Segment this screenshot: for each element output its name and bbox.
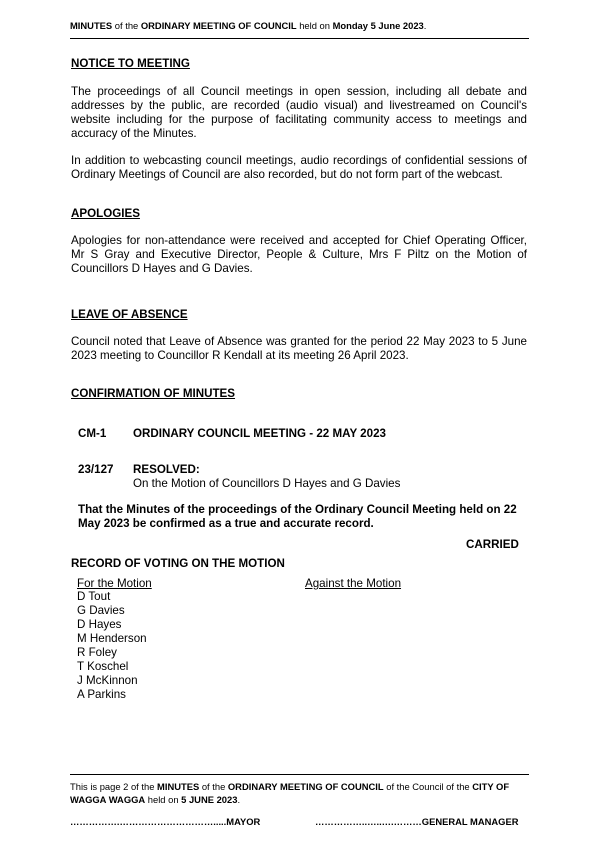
- footer-of-council: of the Council of the: [383, 781, 473, 792]
- footer-minutes: MINUTES: [157, 781, 200, 792]
- voter-for-item: T Koschel: [77, 660, 129, 673]
- footer-held-on: held on: [145, 794, 182, 805]
- header-minutes: MINUTES: [70, 20, 113, 31]
- resolution-text: That the Minutes of the proceedings of the Ordinary Council Meeting held on 22 May 2023 be confirmed as a true and accurate record.: [78, 503, 517, 530]
- notice-paragraph-1: The proceedings of all Council meetings in open session, including all debate and addresses by the public, are recorded (audio visual) and livestreamed on Council's website including for the purpose of facilitating community access to meetings and accuracy of the Minutes.: [71, 85, 527, 140]
- header-divider: [70, 38, 529, 39]
- voter-for-item: R Foley: [77, 646, 117, 659]
- header-meeting-name: ORDINARY MEETING OF COUNCIL: [140, 20, 297, 31]
- footer-city: CITY OF WAGGA WAGGA: [70, 781, 510, 805]
- voting-heading: RECORD OF VOTING ON THE MOTION: [71, 557, 285, 570]
- notice-paragraph-2: In addition to webcasting council meetings, audio recordings of confidential sessions of Ordinary Meetings of Council are also recorded, but do not form part of the webcast.: [71, 154, 527, 181]
- voter-for-item: A Parkins: [77, 688, 126, 701]
- page-footer: [70, 780, 530, 806]
- footer-of-the: of the: [199, 781, 228, 792]
- leave-text: Council noted that Leave of Absence was granted for the period 22 May 2023 to 5 June 2023 meeting to Councillor R Kendall at its meeting 26 April 2023.: [71, 335, 527, 362]
- voter-for-item: D Tout: [77, 590, 111, 603]
- leave-heading: LEAVE OF ABSENCE: [71, 308, 188, 321]
- header-held-on: held on: [296, 20, 333, 31]
- mayor-signature-line: …………….………………………….....MAYOR: [70, 816, 261, 827]
- confirmation-heading: CONFIRMATION OF MINUTES: [71, 387, 236, 400]
- voter-for-item: G Davies: [77, 604, 125, 617]
- for-motion-list: [77, 590, 147, 702]
- notice-heading: NOTICE TO MEETING: [71, 57, 190, 70]
- header-of-the: of the: [112, 20, 141, 31]
- voter-for-item: D Hayes: [77, 618, 122, 631]
- for-motion-header: For the Motion: [77, 577, 152, 590]
- carried-status: CARRIED: [466, 538, 519, 551]
- item-title: ORDINARY COUNCIL MEETING - 22 MAY 2023: [133, 427, 386, 440]
- header-meeting-date: Monday 5 June 2023: [332, 20, 424, 31]
- footer-end: .: [237, 794, 241, 805]
- voter-for-item: J McKinnon: [77, 674, 138, 687]
- page-header: [70, 20, 530, 31]
- resolution-number: 23/127: [78, 463, 114, 476]
- footer-prefix: This is page 2 of the: [70, 781, 158, 792]
- footer-meeting-name: ORDINARY MEETING OF COUNCIL: [227, 781, 384, 792]
- apologies-text: Apologies for non-attendance were received and accepted for Chief Operating Officer, Mr S Gray and Executive Director, People & Culture, Mrs F Piltz on the Motion of Councillors D Hayes and G Davies.: [71, 234, 527, 275]
- voter-for-item: M Henderson: [77, 632, 147, 645]
- footer-divider: [70, 774, 529, 775]
- apologies-heading: APOLOGIES: [71, 207, 140, 220]
- general-manager-signature-line: ……………..…..….………GENERAL MANAGER: [315, 816, 519, 827]
- against-motion-header: Against the Motion: [305, 577, 402, 590]
- motion-movers: On the Motion of Councillors D Hayes and G Davies: [133, 477, 401, 490]
- header-end: .: [423, 20, 427, 31]
- footer-date: 5 JUNE 2023: [181, 794, 238, 805]
- item-code: CM-1: [78, 427, 107, 440]
- resolved-label: RESOLVED:: [133, 463, 200, 476]
